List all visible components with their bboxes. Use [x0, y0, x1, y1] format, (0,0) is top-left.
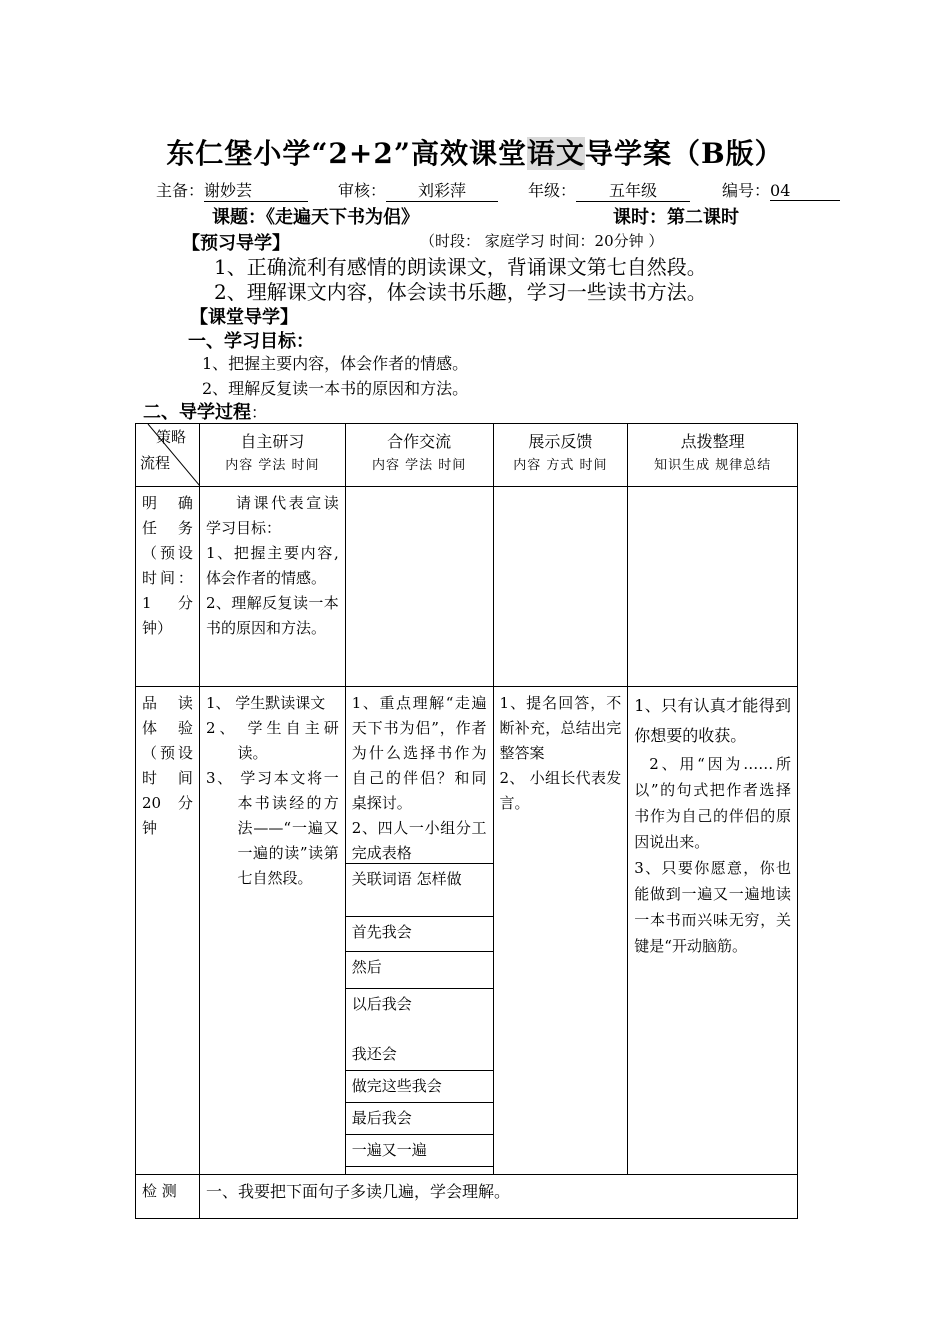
title-before: 东仁堡小学“2+2”高效课堂: [166, 137, 527, 170]
header-self-study: 自主研习 内容 学法 时间: [199, 424, 345, 487]
stage-test: 检 测: [136, 1175, 200, 1219]
meta-number: 编号：04: [722, 178, 840, 201]
corner-top-label: 策略: [156, 428, 187, 446]
coop-row-blank: [346, 1167, 493, 1174]
coop-empty-1: [345, 487, 493, 687]
title-after: 导学案（B版）: [584, 137, 784, 170]
coop-row-first: 首先我会: [346, 917, 493, 952]
lesson-topic: 课题：《走遍天下书为侣》: [212, 207, 419, 228]
preview-item-1: 1、正确流利有感情的朗读课文，背诵课文第七自然段。: [214, 255, 707, 279]
coop-row-later: 以后我会 我还会: [346, 989, 493, 1071]
coop-row-header: 关联词语 怎样做: [346, 864, 493, 917]
lesson-period: 课时：第二课时: [613, 207, 739, 228]
reviewer-value: 刘彩萍: [386, 178, 498, 202]
title-highlight: 语文: [526, 137, 585, 170]
preview-time-info: （时段： 家庭学习 时间：20分钟 ）: [420, 232, 664, 250]
classroom-heading: 【课堂导学】: [190, 307, 298, 328]
coop-row-again: 一遍又一遍: [346, 1135, 493, 1167]
stage-define-task: 明 确 任 务 （预设时间：1 分钟）: [136, 487, 200, 687]
page-title: [0, 132, 950, 172]
grade-value: 五年级: [576, 178, 690, 202]
author-value: 谢妙芸: [204, 178, 308, 202]
test-content: 一、我要把下面句子多读几遍，学会理解。: [199, 1175, 797, 1219]
meta-author: 主备：谢妙芸: [156, 178, 308, 202]
feedback-reading: 1、提名回答，不断补充，总结出完整答案 2、 小组长代表发言。: [493, 687, 628, 1175]
preview-heading: 【预习导学】: [182, 233, 290, 254]
coop-row-finally: 最后我会: [346, 1103, 493, 1135]
summary-reading: 1、只有认真才能得到你想要的收获。 2、用“因为……所以”的句式把作者选择书作为自己的伴侣的原因说出来。 3、只要你愿意，你也能做到一遍又一遍地读一本书而兴味无穷，关键是“开动脑筋。: [628, 687, 798, 1175]
coop-inner-table: [346, 863, 493, 1173]
guide-table: [135, 423, 798, 1219]
goal-item-2: 2、理解反复读一本书的原因和方法。: [202, 379, 469, 398]
process-heading: 二、导学过程：: [143, 402, 268, 423]
meta-grade: 年级： 五年级: [528, 178, 690, 202]
header-cooperation: 合作交流 内容 学法 时间: [345, 424, 493, 487]
header-feedback: 展示反馈 内容 方式 时间: [493, 424, 628, 487]
number-value: 04: [770, 181, 840, 201]
header-summary: 点拨整理 知识生成 规律总结: [628, 424, 798, 487]
coop-row-done: 做完这些我会: [346, 1071, 493, 1103]
coop-reading: 1、重点理解“走遍天下书为侣”，作者为什么选择书作为自己的伴侣？和同桌探讨。 2、四人一小组分工 完成表格 关联词语 怎样做 首先我会 然后 以后我会 我还会 做完这些我会 最后我会 一遍又一遍: [345, 687, 493, 1175]
feedback-empty-1: [493, 487, 628, 687]
self-study-task: 请课代表宣读学习目标： 1、把握主要内容,体会作者的情感。 2、理解反复读一本书的原因和方法。: [199, 487, 345, 687]
preview-item-2: 2、理解课文内容，体会读书乐趣，学习一些读书方法。: [214, 280, 707, 304]
corner-cell: [136, 424, 200, 487]
goals-heading: 一、学习目标：: [188, 331, 314, 352]
self-study-reading: 1、 学生默读课文 2、 学生自主研读。 3、 学习本文将一本书读经的方法——“一遍又一遍的读”读第七自然段。: [199, 687, 345, 1175]
stage-read-experience: 品 读 体 验 （预设时 间 20 分钟: [136, 687, 200, 1175]
summary-empty-1: [628, 487, 798, 687]
meta-reviewer: 审核： 刘彩萍: [338, 178, 498, 202]
corner-bottom-label: 流程: [140, 454, 171, 472]
coop-row-then: 然后: [346, 952, 493, 989]
goal-item-1: 1、把握主要内容，体会作者的情感。: [202, 354, 469, 373]
